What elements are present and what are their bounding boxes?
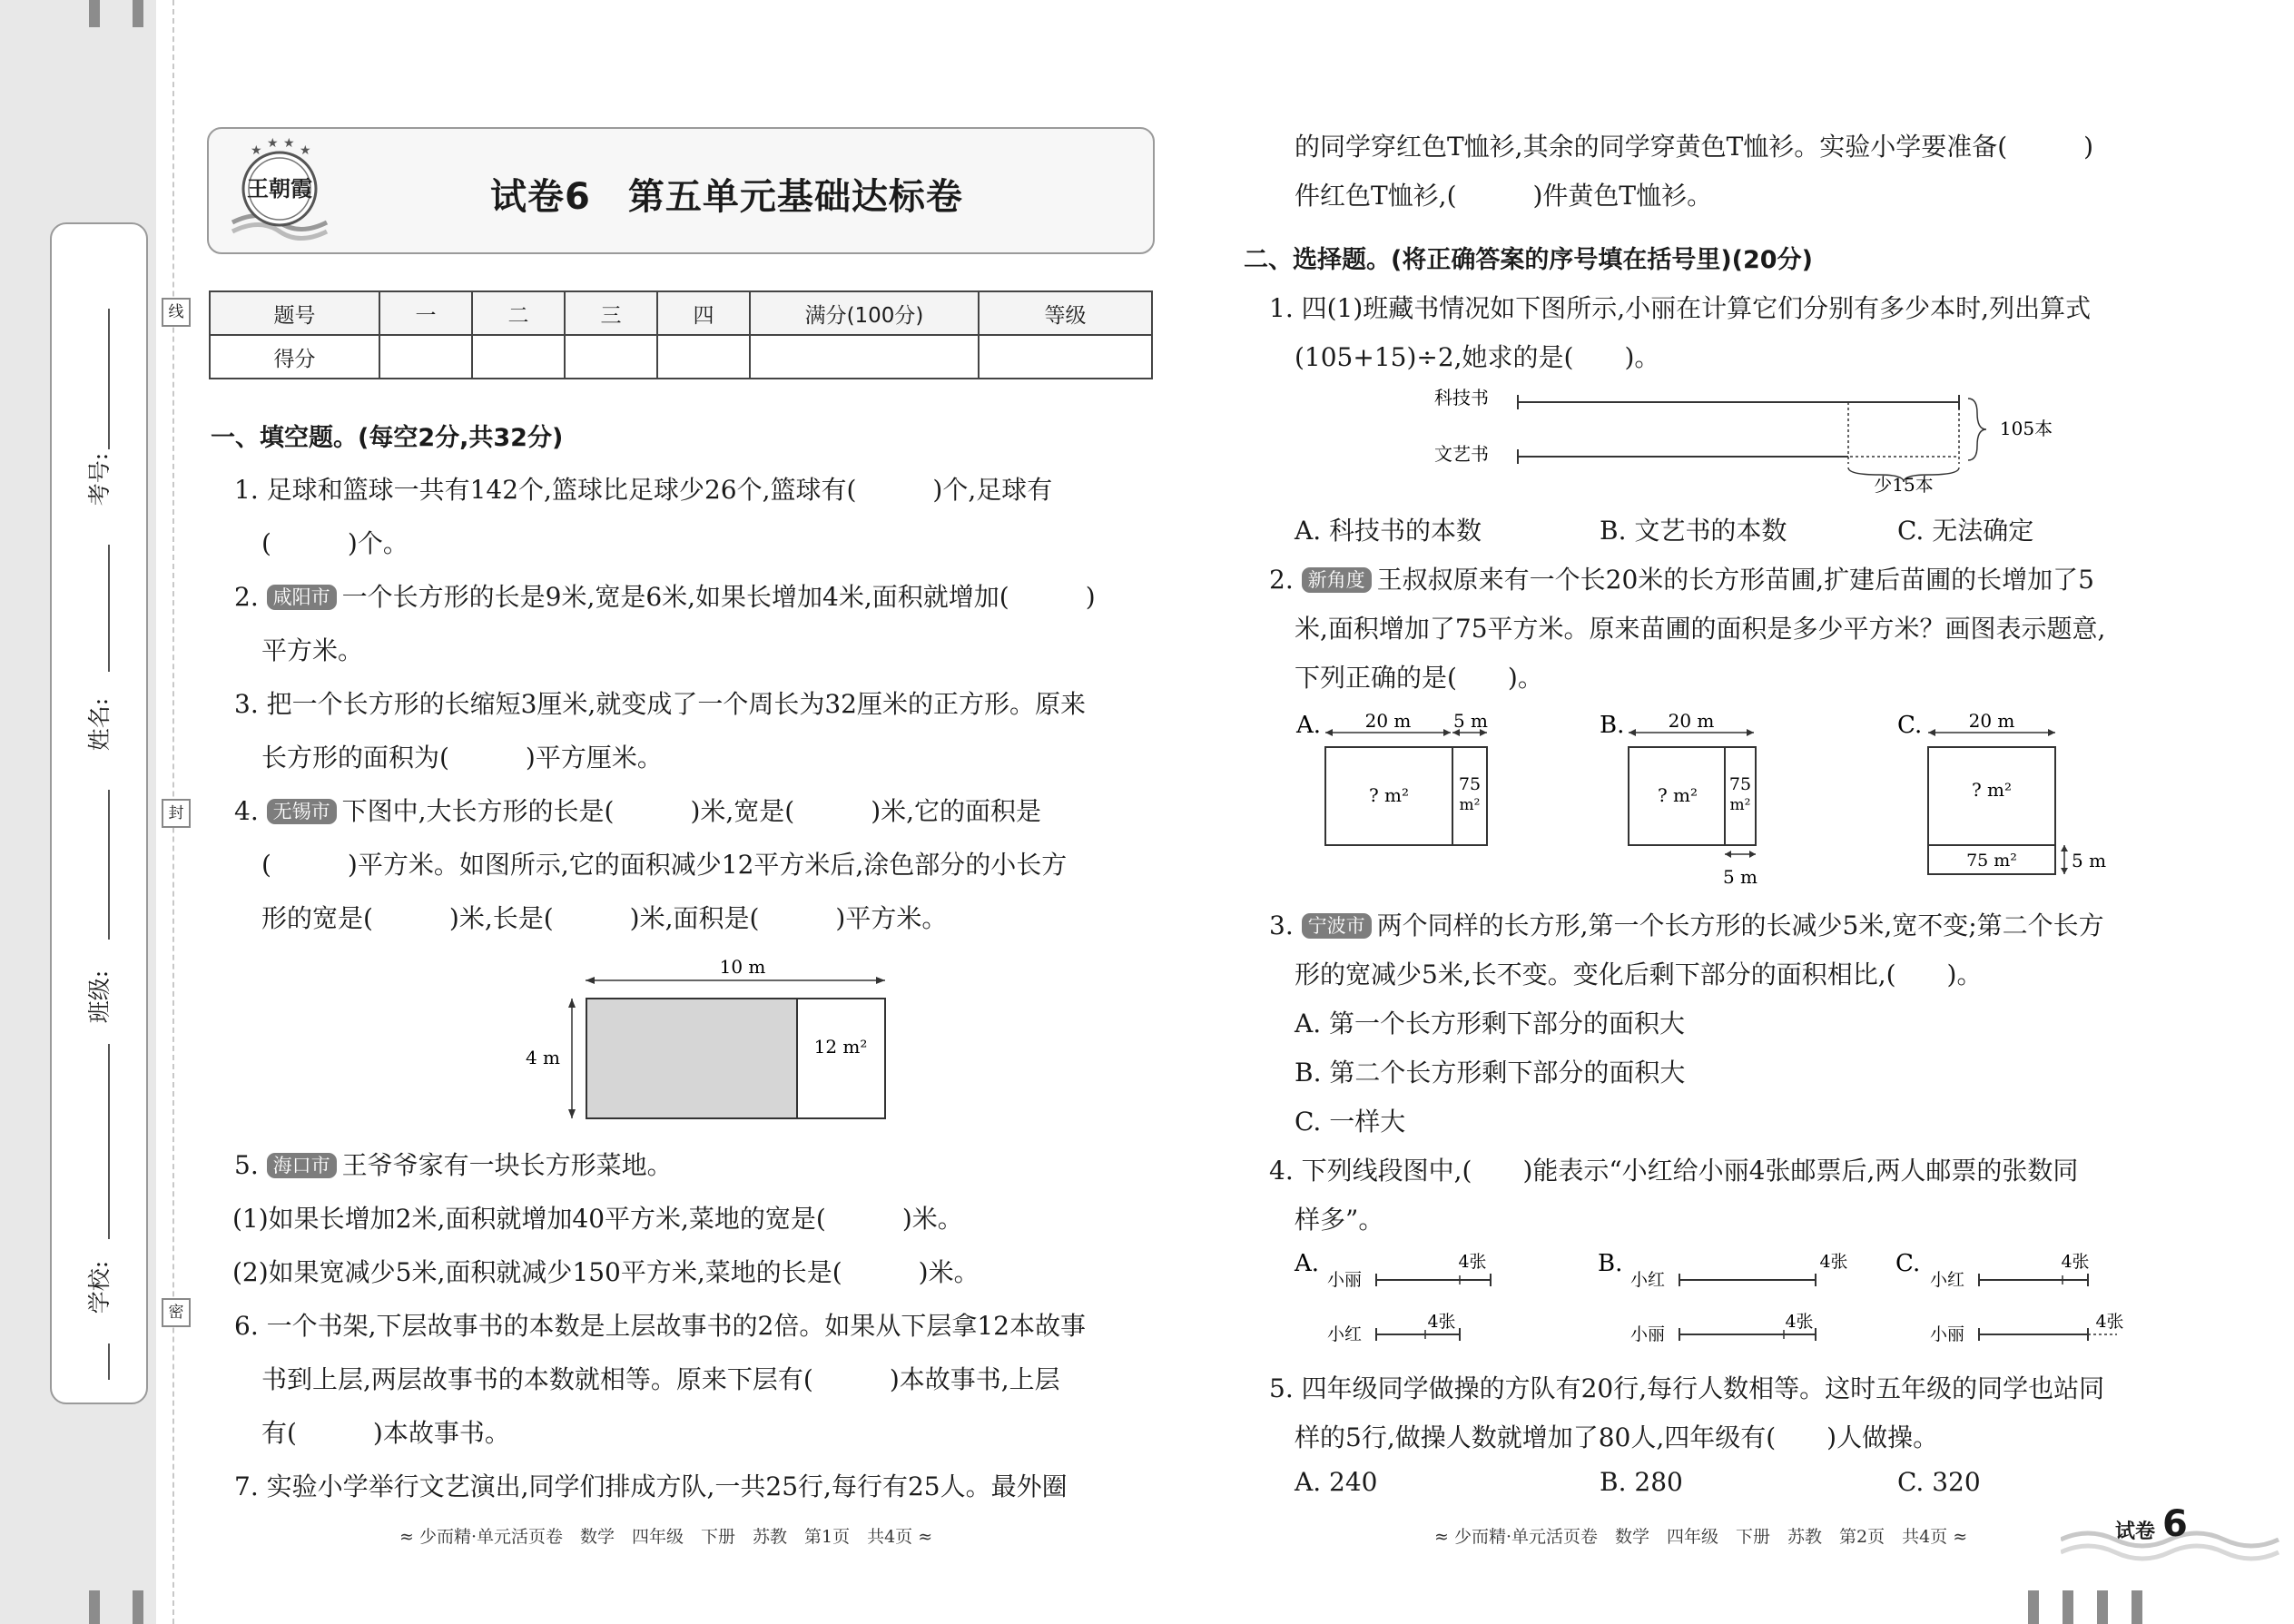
stamp-a-top-count: 4张	[1458, 1252, 1487, 1272]
choice-5-option-b[interactable]: B. 280	[1600, 1467, 1683, 1497]
class-field[interactable]	[108, 1044, 110, 1239]
class-label: 班级:	[86, 969, 113, 1024]
choice-1-line-1: 1. 四(1)班藏书情况如下图所示,小丽在计算它们分别有多少本时,列出算式	[1269, 293, 2092, 323]
table-header-cell: 题号	[210, 291, 379, 335]
svg-text:★: ★	[251, 143, 262, 158]
question-text: 两个同样的长方形,第一个长方形的长减少5米,宽不变;第二个长方	[1376, 910, 2104, 940]
question-6-line-2: 书到上层,两层故事书的本数就相等。原来下层有( )本故事书,上层	[261, 1364, 1060, 1394]
school-field-end	[108, 1343, 110, 1380]
question-4-line-2: ( )平方米。如图所示,它的面积减少12平方米后,涂色部分的小长方	[261, 850, 1068, 880]
corner-mark	[2063, 1590, 2073, 1624]
question-2-line-1	[234, 577, 1096, 614]
garden-c-length: 20 m	[1968, 710, 2015, 732]
corner-mark	[133, 1590, 143, 1624]
figure-area-label: 12 m²	[813, 1036, 868, 1058]
score-cell[interactable]	[979, 335, 1152, 379]
garden-c-extra: 5 m	[2072, 850, 2107, 871]
garden-b-length: 20 m	[1668, 710, 1715, 732]
score-cell[interactable]	[379, 335, 472, 379]
exam-number-field[interactable]	[108, 309, 110, 449]
choice-3-option-b[interactable]: B. 第二个长方形剩下部分的面积大	[1295, 1058, 1686, 1088]
choice-5-line-1: 5. 四年级同学做操的方队有20行,每行人数相等。这时五年级的同学也站同	[1269, 1373, 2105, 1403]
choice-1-option-a[interactable]: A. 科技书的本数	[1295, 516, 1482, 546]
stamp-option-a-label: A.	[1295, 1250, 1320, 1277]
question-7-line-3: 件红色T恤衫,( )件黄色T恤衫。	[1295, 181, 1713, 211]
region-tag: 宁波市	[1302, 913, 1372, 939]
figure-width-label: 10 m	[719, 956, 766, 978]
shaded-rectangle	[586, 999, 797, 1118]
choice-2-line-2: 米,面积增加了75平方米。原来苗圃的面积是多少平方米？画图表示题意,	[1295, 614, 2106, 644]
garden-b-extra: 5 m	[1722, 866, 1758, 888]
choice-5-option-c[interactable]: C. 320	[1897, 1467, 1981, 1497]
question-text: 一个长方形的长是9米,宽是6米,如果长增加4米,面积就增加( )	[341, 582, 1096, 612]
question-5-part-1: (1)如果长增加2米,面积就增加40平方米,菜地的宽是( )米。	[232, 1204, 963, 1234]
svg-text:★: ★	[267, 136, 279, 151]
choice-4-line-1: 4. 下列线段图中,( )能表示“小红给小丽4张邮票后,两人邮票的张数同	[1269, 1156, 2079, 1186]
table-header-cell: 等级	[979, 291, 1152, 335]
diagram-label-keji: 科技书	[1434, 387, 1489, 408]
question-7-line-2: 的同学穿红色T恤衫,其余的同学穿黄色T恤衫。实验小学要准备( )	[1295, 132, 2094, 162]
garden-b-unknown: ? m²	[1657, 784, 1698, 806]
table-header-cell: 二	[472, 291, 565, 335]
garden-options-diagram	[1289, 704, 2142, 894]
table-header-cell: 四	[657, 291, 750, 335]
stamp-c-top-name: 小红	[1930, 1270, 1965, 1290]
cut-rectangle	[797, 999, 885, 1118]
section-heading-fill: 一、填空题。(每空2分,共32分)	[211, 424, 564, 452]
region-tag: 海口市	[267, 1153, 337, 1178]
question-7-line-1: 7. 实验小学举行文艺演出,同学们排成方队,一共25行,每行有25人。最外圈	[234, 1471, 1068, 1501]
name-label: 姓名:	[86, 697, 113, 752]
page-badge-number: 6	[2162, 1503, 2188, 1545]
seal-char-line: 线	[162, 298, 191, 327]
garden-a-75-bot: m²	[1459, 796, 1481, 814]
rectangle-figure	[508, 953, 908, 1135]
garden-c-unknown: ? m²	[1971, 779, 2013, 801]
choice-2-line-1	[1269, 560, 2094, 596]
choice-3-option-c[interactable]: C. 一样大	[1295, 1107, 1406, 1137]
question-number: 2.	[1269, 565, 1294, 595]
student-info-box	[50, 222, 148, 1404]
page-title: 试卷6 第五单元基础达标卷	[490, 176, 963, 218]
table-row-label: 得分	[210, 335, 379, 379]
exam-number-field-extra	[108, 545, 110, 672]
score-cell[interactable]	[750, 335, 979, 379]
table-header-row	[210, 291, 1152, 335]
garden-option-c-label: C.	[1897, 712, 1923, 739]
table-header-cell: 三	[565, 291, 657, 335]
choice-5-option-a[interactable]: A. 240	[1295, 1467, 1378, 1497]
page-badge-label: 试卷	[2115, 1521, 2156, 1543]
stamp-b-top-name: 小红	[1630, 1270, 1666, 1290]
diagram-label-wenyi: 文艺书	[1434, 443, 1489, 465]
corner-mark	[133, 0, 143, 27]
stamp-a-bottom-name: 小红	[1327, 1324, 1363, 1344]
table-header-cell: 一	[379, 291, 472, 335]
stamp-option-b-label: B.	[1598, 1250, 1623, 1277]
corner-mark	[2097, 1590, 2108, 1624]
page-footer-right: ≈ 少而精·单元活页卷 数学 四年级 下册 苏教 第2页 共4页 ≈	[1434, 1527, 1968, 1547]
table-row	[210, 335, 1152, 379]
garden-c-75: 75 m²	[1966, 851, 2017, 871]
stamp-b-top-count: 4张	[1819, 1252, 1848, 1272]
corner-mark	[89, 1590, 100, 1624]
logo-text: 王朝霞	[247, 175, 312, 202]
question-text: 王叔叔原来有一个长20米的长方形苗圃,扩建后苗圃的长增加了5	[1376, 565, 2094, 595]
choice-5-line-2: 样的5行,做操人数就增加了80人,四年级有( )人做操。	[1295, 1422, 1939, 1452]
stamp-a-bottom-count: 4张	[1427, 1312, 1456, 1332]
stamp-b-bottom-name: 小丽	[1630, 1324, 1666, 1344]
garden-b-75-bot: m²	[1729, 796, 1751, 814]
garden-a-extra: 5 m	[1452, 710, 1489, 732]
svg-text:★: ★	[283, 136, 295, 151]
corner-mark	[2132, 1590, 2142, 1624]
exam-number-label: 考号:	[86, 452, 113, 507]
corner-mark	[2028, 1590, 2039, 1624]
choice-3-line-1	[1269, 906, 2104, 942]
question-number: 2.	[234, 582, 259, 612]
score-cell[interactable]	[657, 335, 750, 379]
garden-a-unknown: ? m²	[1368, 784, 1410, 806]
garden-a-75-top: 75	[1458, 774, 1482, 794]
question-3-line-1: 3. 把一个长方形的长缩短3厘米,就变成了一个周长为32厘米的正方形。原来	[234, 689, 1086, 719]
page-footer-left: ≈ 少而精·单元活页卷 数学 四年级 下册 苏教 第1页 共4页 ≈	[399, 1527, 933, 1547]
svg-text:★: ★	[300, 143, 311, 158]
choice-3-line-2: 形的宽减少5米,长不变。变化后剩下部分的面积相比,( )。	[1295, 960, 1983, 989]
region-tag: 新角度	[1302, 567, 1372, 593]
seal-char-seal: 封	[162, 799, 191, 828]
choice-1-option-c[interactable]: C. 无法确定	[1897, 516, 2034, 546]
score-cell[interactable]	[565, 335, 657, 379]
diagram-less-label: 少15本	[1874, 474, 1934, 495]
region-tag: 无锡市	[267, 799, 337, 824]
question-4-line-3: 形的宽是( )米,长是( )米,面积是( )平方米。	[261, 903, 948, 933]
garden-a-length: 20 m	[1364, 710, 1412, 732]
question-text: 王爷爷家有一块长方形菜地。	[341, 1150, 673, 1180]
question-3-line-2: 长方形的面积为( )平方厘米。	[261, 743, 663, 773]
stamp-b-bottom-count: 4张	[1785, 1312, 1814, 1332]
question-text: 下图中,大长方形的长是( )米,宽是( )米,它的面积是	[341, 796, 1042, 826]
seal-char-close: 密	[162, 1298, 191, 1327]
publisher-logo	[223, 136, 336, 243]
stamp-line-diagrams	[1289, 1244, 2142, 1353]
question-5-line-1	[234, 1146, 673, 1182]
choice-1-option-b[interactable]: B. 文艺书的本数	[1600, 516, 1787, 546]
garden-option-a-label: A.	[1296, 712, 1322, 739]
region-tag: 咸阳市	[267, 585, 337, 610]
diagram-total-label: 105本	[1999, 418, 2053, 439]
garden-option-b-label: B.	[1600, 712, 1625, 739]
score-cell[interactable]	[472, 335, 565, 379]
question-1-line-1: 1. 足球和篮球一共有142个,篮球比足球少26个,篮球有( )个,足球有	[234, 475, 1053, 505]
corner-mark	[89, 0, 100, 27]
stamp-c-bottom-count: 4张	[2095, 1312, 2124, 1332]
bookshelf-diagram	[1416, 377, 2070, 495]
school-label: 学校:	[86, 1260, 113, 1314]
question-1-line-2: ( )个。	[261, 528, 409, 558]
question-number: 4.	[234, 796, 259, 826]
garden-b-75-top: 75	[1728, 774, 1752, 794]
name-field[interactable]	[108, 790, 110, 940]
choice-4-line-2: 样多”。	[1295, 1205, 1384, 1235]
stamp-c-top-count: 4张	[2061, 1252, 2090, 1272]
stamp-c-bottom-name: 小丽	[1930, 1324, 1965, 1344]
question-number: 5.	[234, 1150, 259, 1180]
question-5-part-2: (2)如果宽减少5米,面积就减少150平方米,菜地的长是( )米。	[232, 1257, 980, 1287]
question-number: 3.	[1269, 910, 1294, 940]
question-6-line-3: 有( )本故事书。	[261, 1418, 510, 1448]
stamp-a-top-name: 小丽	[1327, 1270, 1363, 1290]
section-heading-choice: 二、选择题。(将正确答案的序号填在括号里)(20分)	[1244, 246, 1813, 274]
choice-2-line-3: 下列正确的是( )。	[1295, 663, 1543, 693]
figure-height-label: 4 m	[525, 1047, 561, 1068]
question-2-line-2: 平方米。	[261, 635, 364, 665]
score-table	[209, 290, 1153, 379]
question-4-line-1	[234, 792, 1041, 828]
table-header-cell: 满分(100分)	[750, 291, 979, 335]
choice-1-line-2: (105+15)÷2,她求的是( )。	[1295, 342, 1660, 372]
choice-3-option-a[interactable]: A. 第一个长方形剩下部分的面积大	[1295, 1009, 1686, 1038]
question-6-line-1: 6. 一个书架,下层故事书的本数是上层故事书的2倍。如果从下层拿12本故事	[234, 1311, 1086, 1341]
stamp-option-c-label: C.	[1895, 1250, 1921, 1277]
